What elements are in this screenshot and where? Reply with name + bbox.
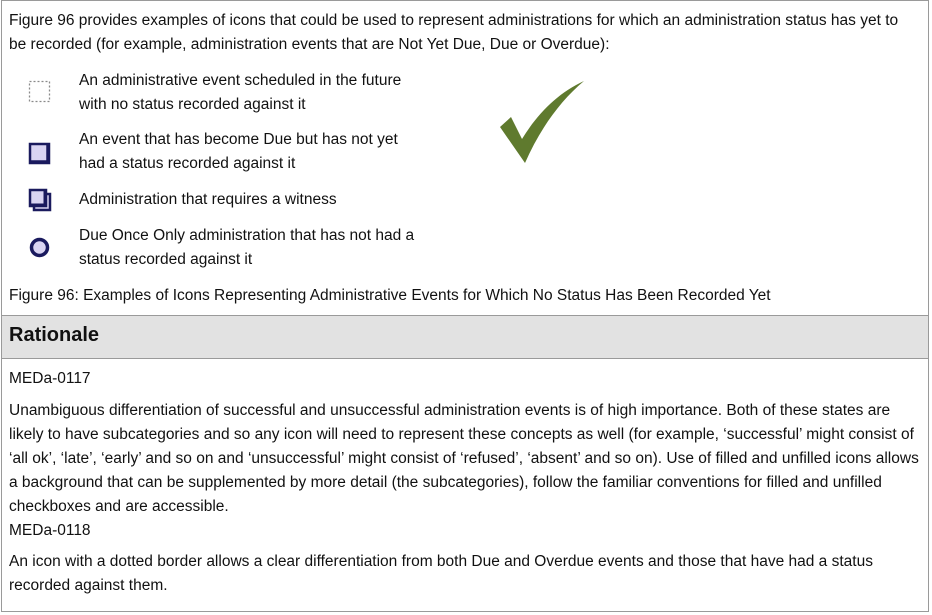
due-square-icon: [28, 142, 52, 171]
witness-square-icon: [28, 188, 54, 219]
document-frame: [1, 0, 929, 612]
once-only-circle-icon: [28, 236, 52, 265]
requirement-id: MEDa-0117: [9, 370, 91, 387]
intro-paragraph: Figure 96 provides examples of icons that could be used to represent administrations for which an administration status has yet to be recorded (for example, administration events that are Not Yet Due, Due or Overdue):: [9, 12, 899, 53]
checkmark-icon: [498, 81, 588, 170]
rationale-paragraph: An icon with a dotted border allows a clear differentiation from both Due and Overdue events and those that have had a status recorded against them.: [9, 553, 873, 594]
icon-description: An administrative event scheduled in the future with no status recorded against it: [79, 72, 402, 113]
dotted-square-icon: [28, 80, 52, 109]
icon-description: An event that has become Due but has not yet had a status recorded against it: [79, 131, 398, 172]
rationale-header: [2, 315, 928, 359]
icon-description: Administration that requires a witness: [79, 191, 337, 208]
figure-section: [2, 1, 928, 315]
requirement-id: MEDa-0118: [9, 522, 91, 539]
figure-caption: Figure 96: Examples of Icons Representing Administrative Events for Which No Status Has Been Recorded Yet: [9, 287, 771, 304]
rationale-title: Rationale: [9, 324, 100, 346]
icon-description: Due Once Only administration that has not had a status recorded against it: [79, 227, 415, 268]
rationale-paragraph: Unambiguous differentiation of successful and unsuccessful administration events is of high importance. Both of these states are likely to have subcategories and so any icon will need to represent these concepts as well (for example, ‘successful’ might consist of ‘all ok’, ‘late’, ‘early’ and so on and ‘unsuccessful’ might consist of ‘refused’, ‘absent’ and so on). Use of filled and unfilled icons allows a background that can be supplemented by more detail (the subcategories), follow the familiar conventions for filled and unfilled checkboxes and are accessible.: [9, 402, 919, 515]
